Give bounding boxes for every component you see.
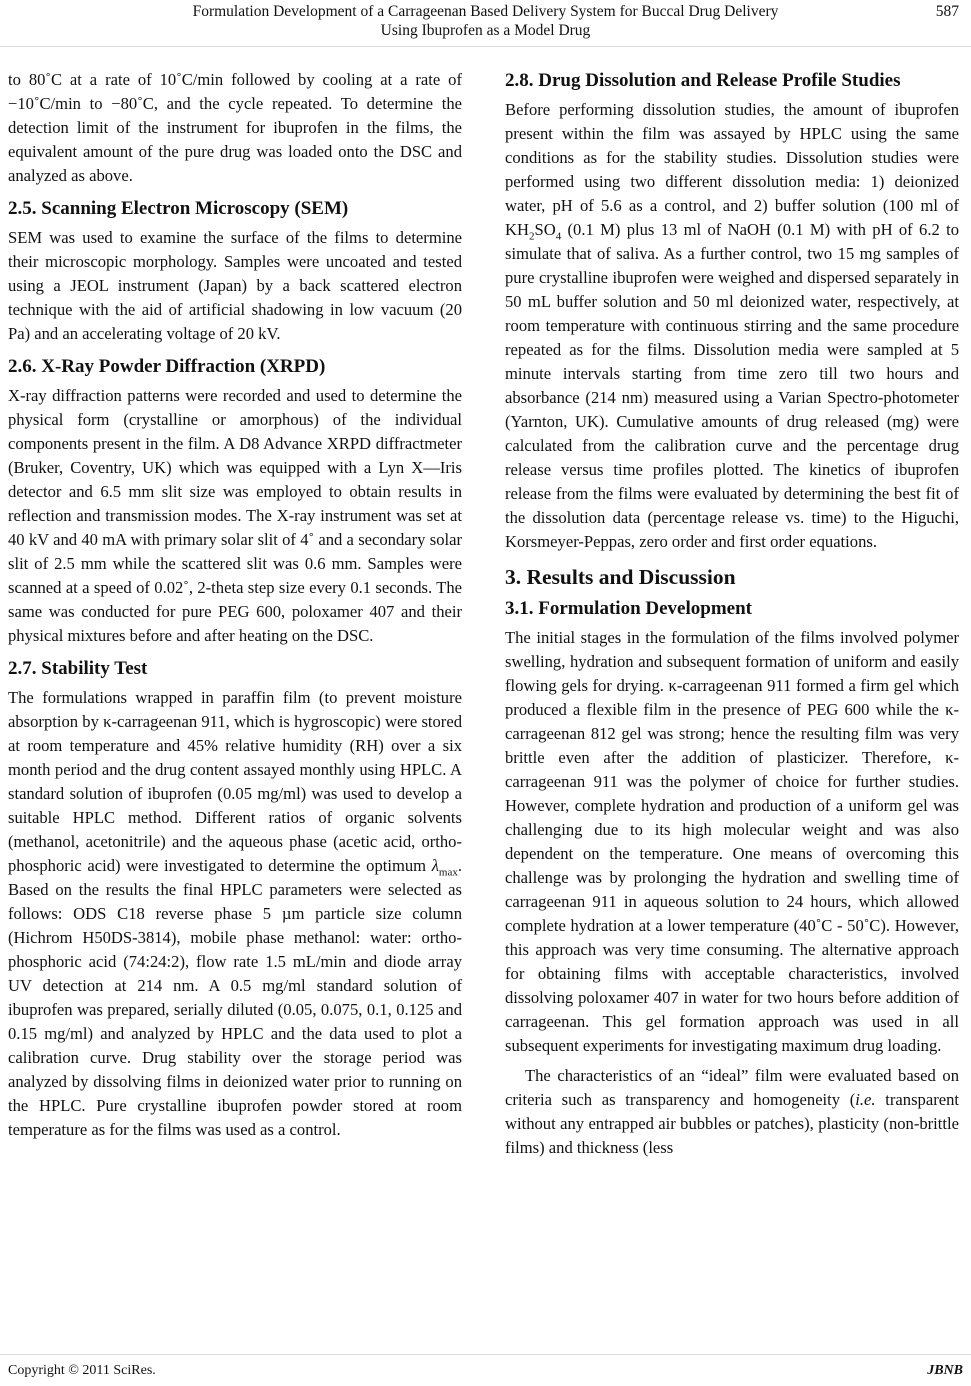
section-heading-xrpd: 2.6. X-Ray Powder Diffraction (XRPD) [8, 356, 326, 377]
footer-divider [0, 1354, 971, 1355]
right-column [505, 68, 959, 1160]
copyright-notice: Copyright © 2011 SciRes. [8, 1363, 156, 1378]
characteristics-text-a: The characteristics of an “ideal” film were evaluated based on criteria such as transparency and homogeneity ( [505, 1066, 959, 1109]
characteristics-text-b: transparent without any entrapped air bubbles or patches), plasticity (non-brittle films) and thickness (less [505, 1090, 959, 1157]
page-number: 587 [935, 3, 959, 20]
section-heading-results: 3. Results and Discussion [505, 565, 736, 589]
formulation-paragraph: The initial stages in the formulation of the films involved polymer swelling, hydration and subsequent formation of uniform and easily flowing gels for drying. κ-carrageenan 911 formed a firm gel which produced a flexible film in the presence of PEG 600 while the κ-carrageenan 812 gel was strong; hence the resulting film was very brittle even after the addition of plasticizer. Therefore, κ-carrageenan 911 was the polymer of choice for further studies. However, complete hydration and production of a uniform gel was challenging due to its high molecular weight and was also dependent on the temperature. One means of overcoming this challenge was by prolonging the hydration and swelling time of carrageenan 911 in aqueous solution to 24 hours, which allowed complete hydration at a lower temperature (40˚C - 50˚C). However, this approach was very time consuming. The alternative approach for obtaining films with acceptable characteristics, involved dissolving poloxamer 407 in water for two hours before addition of carrageenan. This gel formation approach was used in all subsequent experiments for investigating maximum drug loading. [505, 628, 959, 1055]
left-column [8, 68, 462, 1142]
running-header [0, 2, 971, 42]
dissolution-text-c: (0.1 M) plus 13 ml of NaOH (0.1 M) with pH of 6.2 to simulate that of saliva. As a further control, two 15 mg samples of pure crystalline ibuprofen were weighed and dispersed separately in 50 mL buffer solution and 50 ml deionized water, respectively, at room temperature with continuous stirring and the same procedure repeated as for the films. Dissolution media were sampled at 5 minute intervals starting from time zero till two hours and absorbance (214 nm) measured using a Varian Spectro-photometer (Yarnton, UK). Cumulative amounts of drug released (mg) were calculated from the calibration curve and the percentage drug release versus time profiles plotted. The kinetics of ibuprofen release from the films were evaluated by determining the best fit of the dissolution data (percentage release vs. time) to the Higuchi, Korsmeyer-Peppas, zero order and first order equations. [505, 220, 959, 551]
lambda-subscript: max [438, 866, 458, 879]
intro-paragraph: to 80˚C at a rate of 10˚C/min followed by cooling at a rate of −10˚C/min to −80˚C, and the cycle repeated. To determine the detection limit of the instrument for ibuprofen in the films, the equivalent amount of the pure drug was loaded onto the DSC and analyzed as above. [8, 70, 462, 185]
page-footer [8, 1362, 963, 1380]
xrpd-paragraph: X-ray diffraction patterns were recorded and used to determine the physical form (crystalline or amorphous) of the individual components present in the film. A D8 Advance XRPD diffractmeter (Bruker, Coventry, UK) which was equipped with a Lyn X—Iris detector and 6.5 mm slit size was employed to obtain results in reflection and transmission modes. The X-ray instrument was set at 40 kV and 40 mA with primary solar slit of 4˚ and a secondary solar slit of 2.5 mm while the scattered slit was 0.6 mm. Samples were scanned at a speed of 0.02˚, 2-theta step size every 0.1 seconds. The same was conducted for pure PEG 600, poloxamer 407 and their physical mixtures before and after heating on the DSC. [8, 386, 462, 645]
stability-paragraph [8, 686, 462, 1142]
journal-abbreviation: JBNB [927, 1363, 963, 1378]
stability-text-b: . Based on the results the final HPLC parameters were selected as follows: ODS C18 reverse phase 5 µm particle size column (Hichrom H50DS-3814), mobile phase methanol: water: ortho-phosphoric acid (74:24:2), flow rate 1.5 mL/min and diode array UV detection at 214 nm. A 0.5 mg/ml standard solution of ibuprofen was prepared, serially diluted (0.05, 0.075, 0.1, 0.125 and 0.15 mg/ml) and analyzed by HPLC and the data used to plot a calibration curve. Drug stability over the storage period was analyzed by dissolving films in deionized water prior to running on the HPLC. Pure crystalline ibuprofen powder stored at room temperature as for the films was used as a control. [8, 856, 462, 1139]
subscript-4: 4 [555, 230, 562, 243]
sem-paragraph: SEM was used to examine the surface of the films to determine their microscopic morphology. Samples were uncoated and tested using a JEOL instrument (Japan) by a back scattered electron technique with the aid of artificial shadowing in low vacuum (20 Pa) and an accelerating voltage of 20 kV. [8, 228, 462, 343]
subscript-2: 2 [528, 230, 535, 243]
header-title-line1: Formulation Development of a Carrageenan Based Delivery System for Buccal Drug Delivery [192, 3, 779, 20]
header-divider [0, 46, 971, 47]
characteristics-paragraph [505, 1064, 959, 1160]
lambda-symbol: λ [431, 856, 439, 875]
section-heading-dissolution: 2.8. Drug Dissolution and Release Profile Studies [505, 70, 901, 91]
dissolution-paragraph [505, 98, 959, 554]
section-heading-formulation: 3.1. Formulation Development [505, 598, 752, 619]
dissolution-text-a: Before performing dissolution studies, the amount of ibuprofen present within the film was assayed by HPLC using the same conditions as for the stability studies. Dissolution studies were performed using two different dissolution media: 1) deionized water, pH of 5.6 as a control, and 2) buffer solution (100 ml of KH [505, 100, 959, 239]
header-title-line2: Using Ibuprofen as a Model Drug [380, 22, 591, 39]
stability-text-a: The formulations wrapped in paraffin film (to prevent moisture absorption by κ-carrageenan 911, which is hygroscopic) were stored at room temperature and 45% relative humidity (RH) over a six month period and the drug content assayed monthly using HPLC. A standard solution of ibuprofen (0.05 mg/ml) was used to develop a suitable HPLC method. Different ratios of organic solvents (methanol, acetonitrile) and the aqueous phase (acetic acid, ortho-phosphoric acid) were investigated to determine the optimum [8, 688, 462, 875]
section-heading-sem: 2.5. Scanning Electron Microscopy (SEM) [8, 198, 349, 219]
ie-abbreviation: i.e. [855, 1090, 876, 1109]
dissolution-text-b: SO [534, 220, 556, 239]
section-heading-stability: 2.7. Stability Test [8, 658, 148, 679]
